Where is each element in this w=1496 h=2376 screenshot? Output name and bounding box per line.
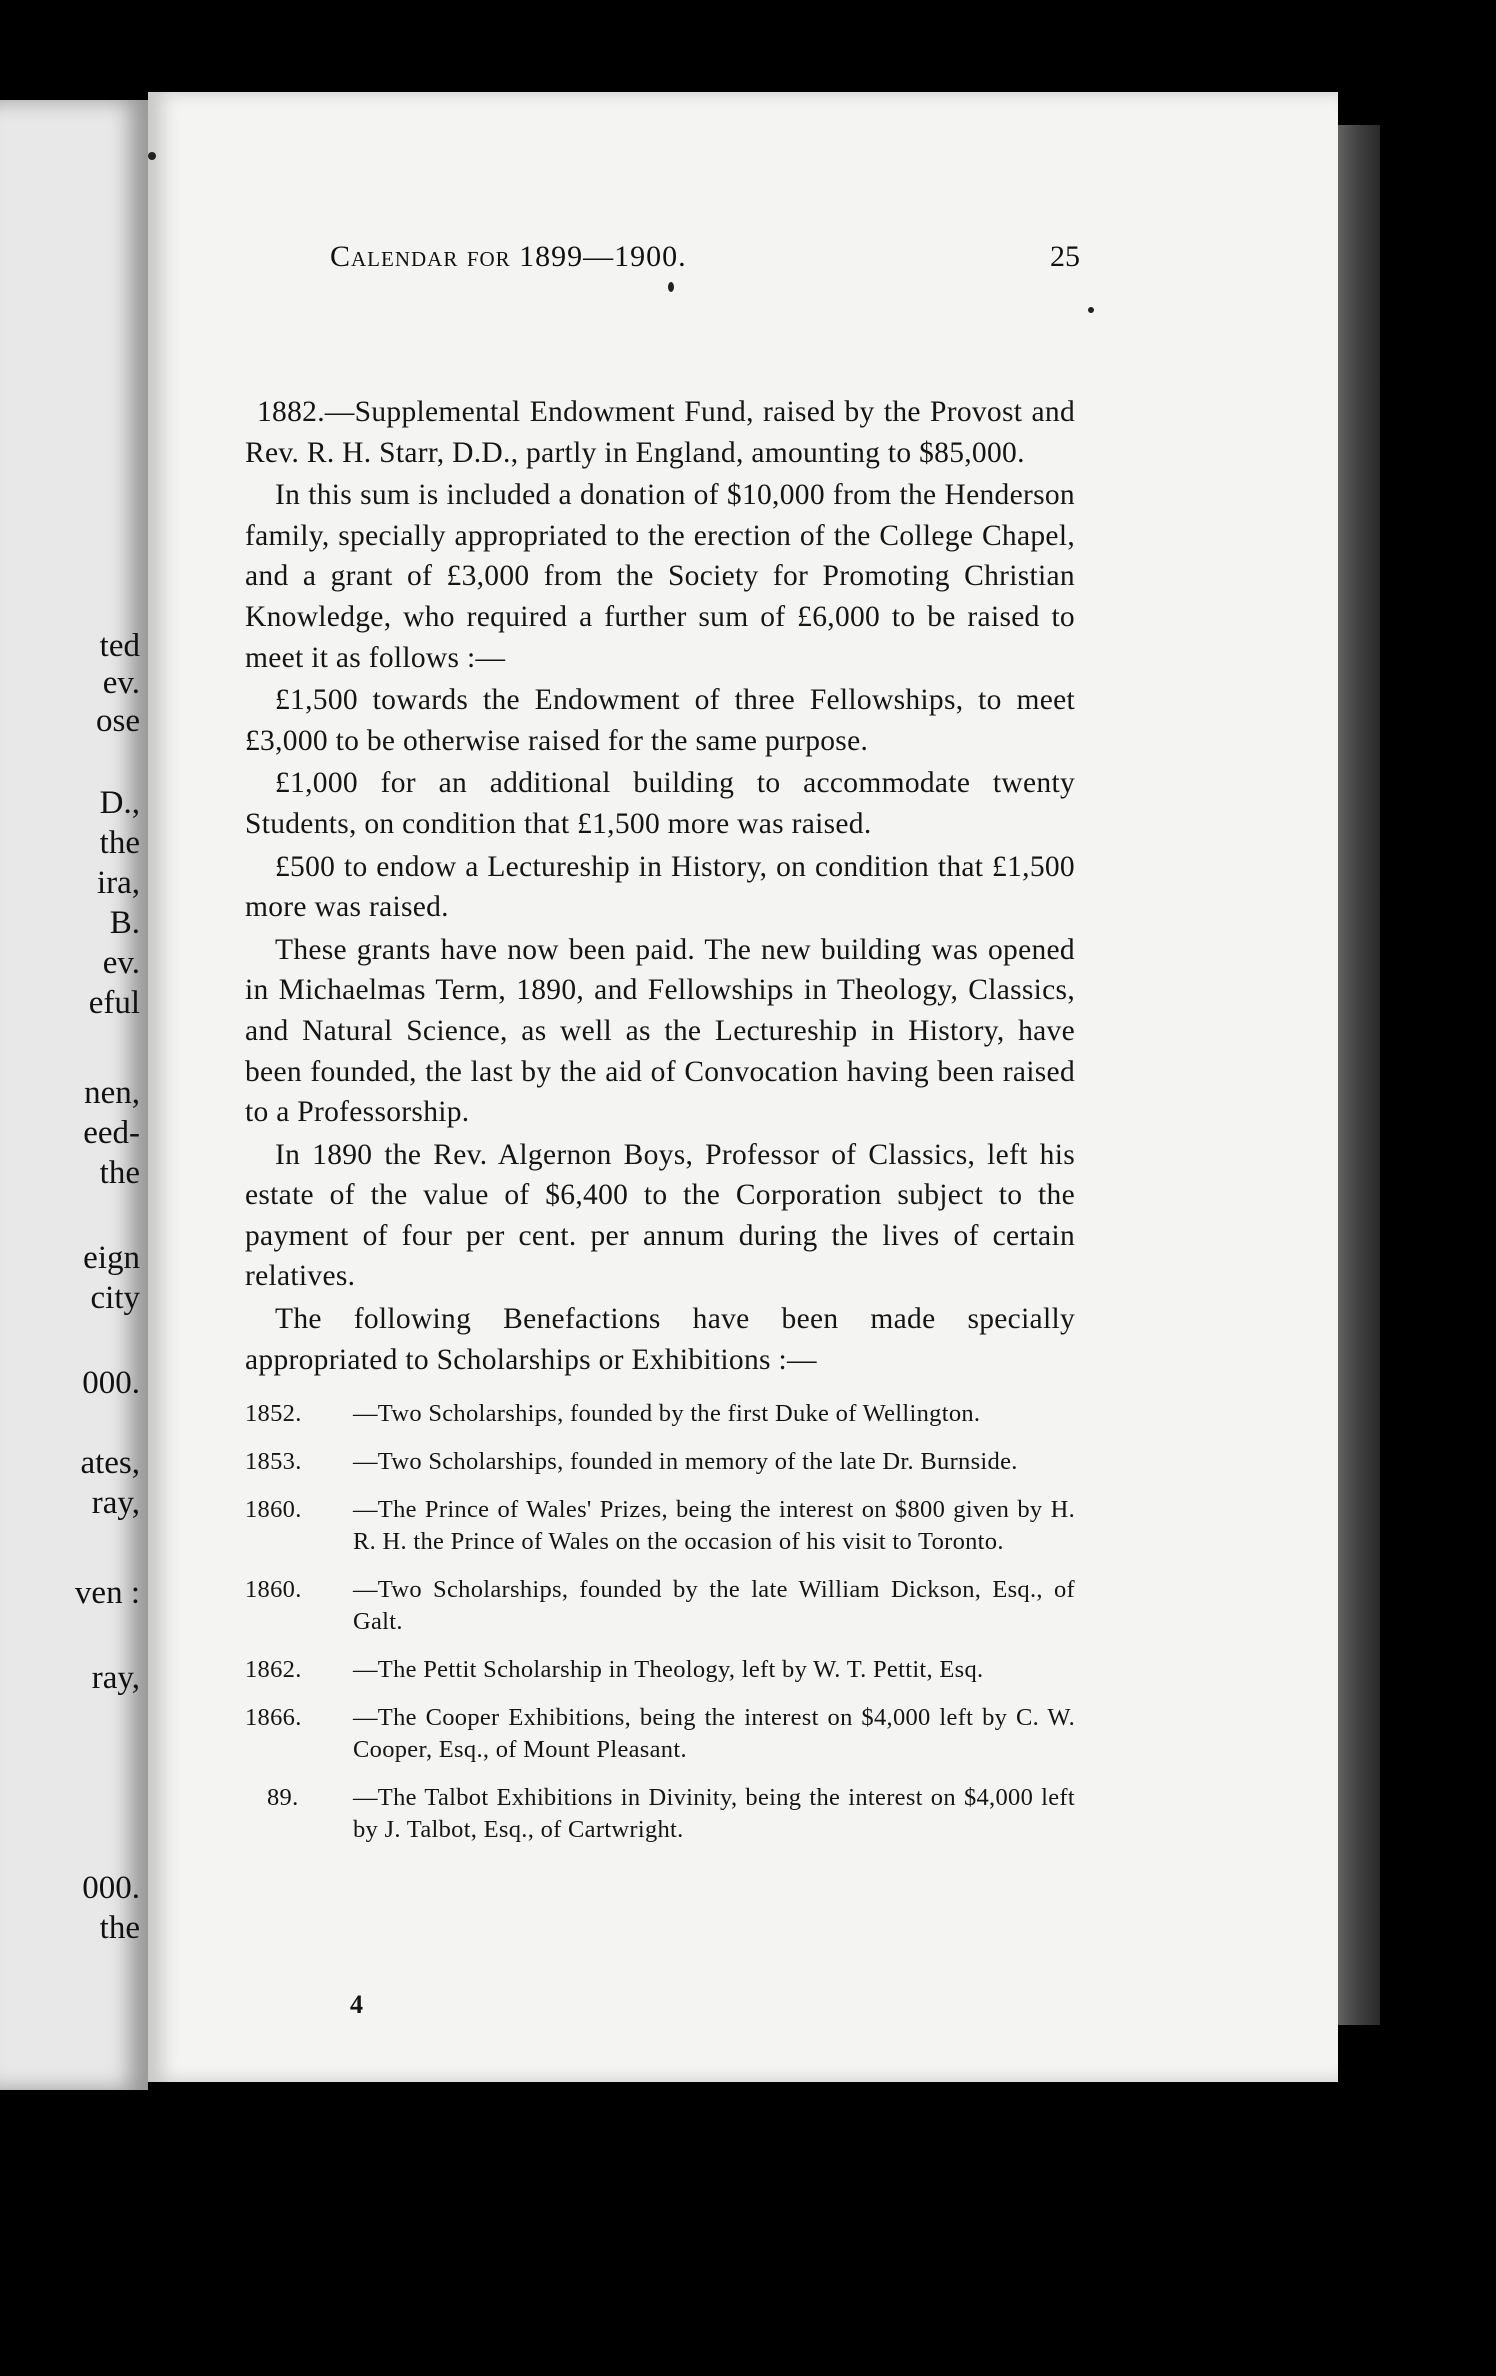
benefaction-text: —Two Scholarships, founded by the first Duke of Wellington. (353, 1400, 981, 1428)
benefaction-year: 1862. (245, 1656, 302, 1684)
page-number: 25 (1050, 240, 1080, 273)
facing-page-fragment: ven : (74, 1575, 140, 1611)
list-item (245, 1446, 1075, 1478)
benefaction-year: 1860. (245, 1576, 302, 1604)
benefaction-year: 1852. (245, 1400, 302, 1428)
facing-page-fragment: ray, (91, 1485, 140, 1521)
benefaction-text: —The Prince of Wales' Prizes, being the interest on $800 given by H. R. H. the Prince of Wales on the occasion of his visit to Toronto. (353, 1496, 1075, 1556)
list-item (245, 1574, 1075, 1638)
facing-page-fragment: D., (99, 785, 140, 821)
facing-page-fragment: ira, (96, 865, 140, 901)
benefaction-year: 1853. (245, 1448, 302, 1476)
facing-page-fragment: city (90, 1280, 140, 1316)
benefaction-text: —Two Scholarships, founded by the late William Dickson, Esq., of Galt. (353, 1576, 1075, 1636)
facing-page-fragment: ates, (80, 1445, 140, 1481)
running-head: Calendar for 1899—1900. (330, 240, 687, 273)
facing-page-fragment: ose (96, 703, 140, 739)
facing-page-fragment: ev. (102, 945, 140, 981)
facing-page-fragment: eed- (83, 1115, 140, 1151)
benefaction-year: 89. (267, 1784, 299, 1812)
page-header (330, 240, 1080, 290)
facing-page-fragment: the (99, 825, 140, 861)
list-item (245, 1702, 1075, 1766)
body-text (245, 392, 1075, 1862)
paragraph: £1,500 towards the Endowment of three Fellowships, to meet £3,000 to be otherwise raised for the same purpose. (245, 684, 1075, 757)
paragraph: £1,000 for an additional building to accommodate twenty Students, on condition that £1,500 more was raised. (245, 767, 1075, 840)
list-item (245, 1654, 1075, 1686)
facing-page-fragment: ev. (102, 665, 140, 701)
facing-page-fragment: eign (83, 1240, 140, 1276)
facing-page-fragment: nen, (84, 1075, 140, 1111)
paragraph: In this sum is included a donation of $10,000 from the Henderson family, specially appropriated to the erection of the College Chapel, and a grant of £3,000 from the Society for Promoting Christian Knowledge, who required a further sum of £6,000 to be raised to meet it as follows :— (245, 479, 1075, 674)
benefaction-text: —The Cooper Exhibitions, being the interest on $4,000 left by C. W. Cooper, Esq., of Mount Pleasant. (353, 1704, 1075, 1764)
signature-mark: 4 (350, 1990, 363, 2019)
ink-speck (1088, 307, 1094, 313)
list-item (245, 1494, 1075, 1558)
facing-page (0, 100, 148, 2090)
paragraph: £500 to endow a Lectureship in History, on condition that £1,500 more was raised. (245, 850, 1075, 924)
facing-page-fragment: ted (99, 628, 140, 664)
paragraph: In 1890 the Rev. Algernon Boys, Professor of Classics, left his estate of the value of $6,400 to the Corporation subject to the payment of four per cent. per annum during the lives of certain relatives. (245, 1138, 1075, 1293)
facing-page-fragment: B. (109, 905, 140, 941)
paragraph: The following Benefactions have been made specially appropriated to Scholarships or Exhibitions :— (245, 1303, 1075, 1376)
facing-page-fragment: eful (88, 985, 140, 1021)
facing-page-fragment: 000. (82, 1870, 140, 1906)
benefaction-text: —Two Scholarships, founded in memory of the late Dr. Burnside. (353, 1448, 1018, 1476)
facing-page-fragment: the (99, 1910, 140, 1946)
facing-page-fragment: ray, (91, 1660, 140, 1696)
benefactions-list (245, 1398, 1075, 1846)
paragraph: These grants have now been paid. The new building was opened in Michaelmas Term, 1890, and Fellowships in Theology, Classics, and Natural Science, as well as the Lectureship in History, have been founded, the last by the aid of Convocation having been raised to a Professorship. (245, 933, 1075, 1129)
benefaction-year: 1866. (245, 1704, 302, 1732)
facing-page-fragment: the (99, 1155, 140, 1191)
paragraph: 1882.—Supplemental Endowment Fund, raised by the Provost and Rev. R. H. Starr, D.D., partly in England, amounting to $85,000. (245, 396, 1075, 469)
ink-speck (148, 152, 156, 160)
benefaction-year: 1860. (245, 1496, 302, 1524)
benefaction-text: —The Pettit Scholarship in Theology, left by W. T. Pettit, Esq. (353, 1656, 984, 1684)
facing-page-fragment: 000. (82, 1365, 140, 1401)
list-item (245, 1782, 1075, 1846)
list-item (245, 1398, 1075, 1430)
benefaction-text: —The Talbot Exhibitions in Divinity, being the interest on $4,000 left by J. Talbot, Esq., of Cartwright. (353, 1784, 1075, 1844)
